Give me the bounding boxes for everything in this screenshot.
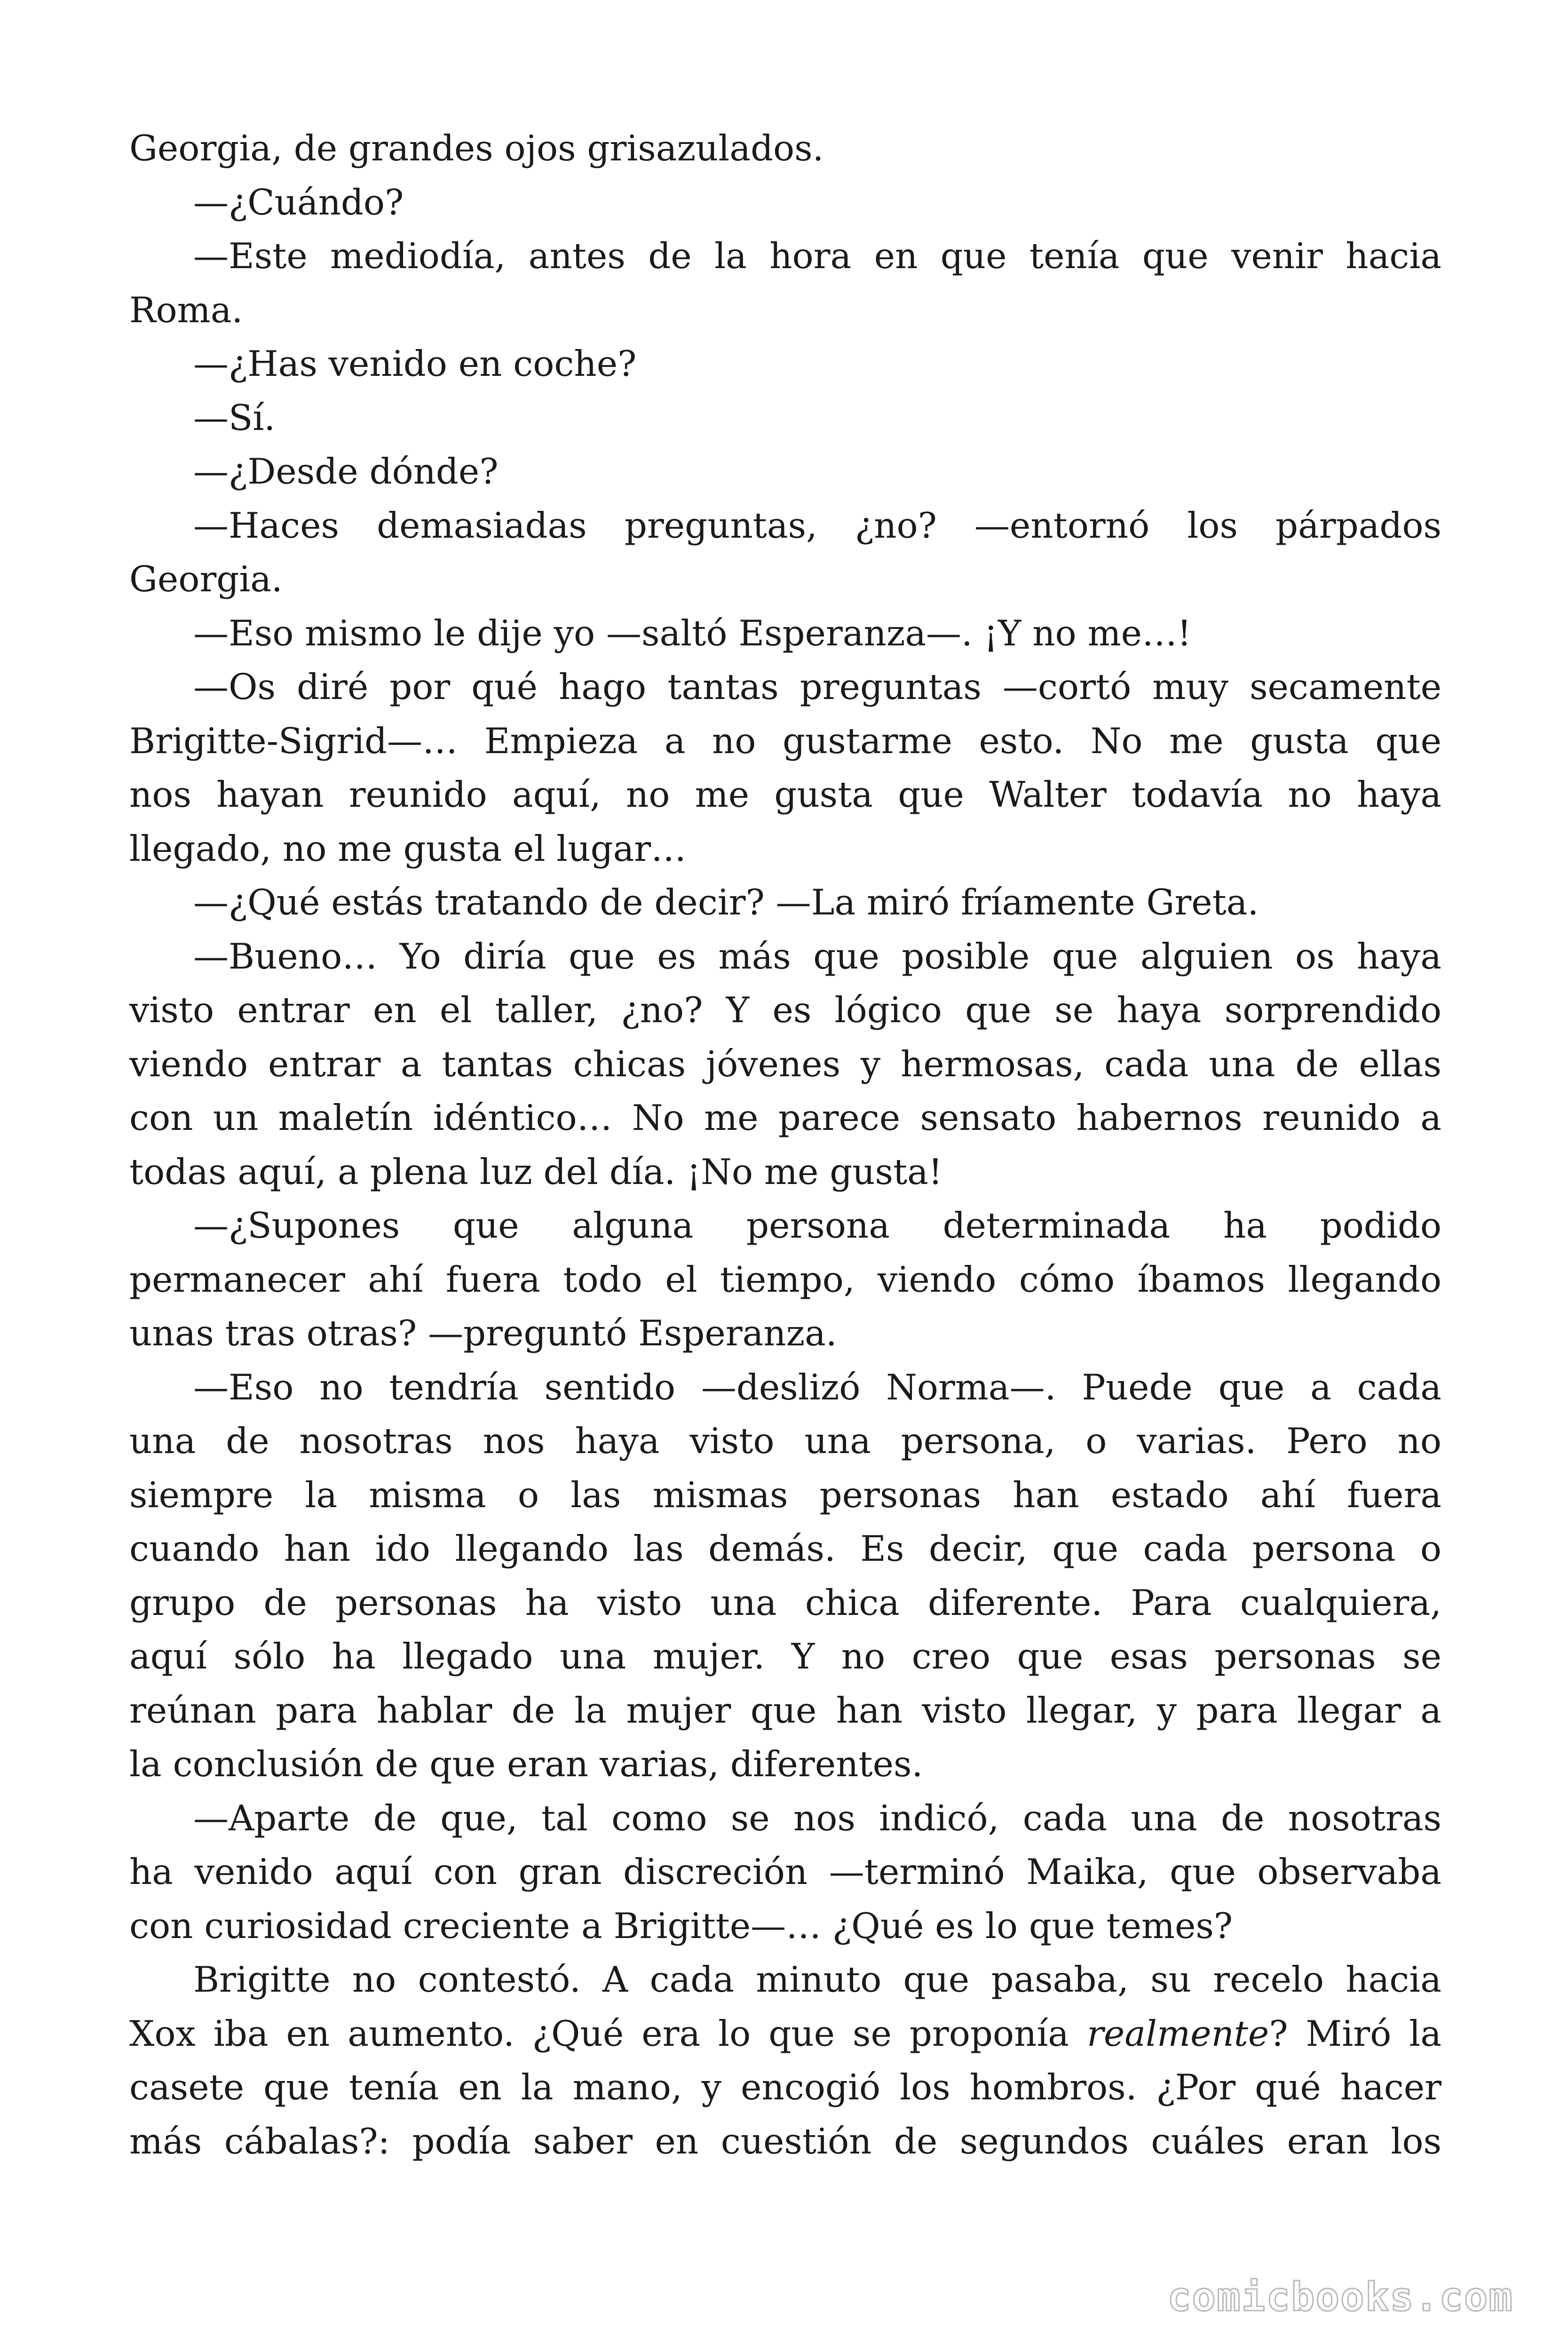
text-line: Georgia, de grandes ojos grisazulados.	[129, 127, 824, 169]
text-line: aquí sólo ha llegado una mujer. Y no creo que esas personas se	[129, 1636, 1441, 1677]
text-line: Xox iba en aumento. ¿Qué era lo que se proponía realmente? Miró la	[129, 2012, 1441, 2054]
text-line: Georgia.	[129, 558, 283, 600]
text-line: —Este mediodía, antes de la hora en que tenía que venir hacia	[193, 235, 1441, 277]
text-line: —Eso mismo le dije yo —saltó Esperanza—. ¡Y no me…!	[193, 612, 1192, 654]
emphasis-text: realmente	[1087, 2012, 1269, 2054]
text-line: llegado, no me gusta el lugar…	[129, 827, 687, 869]
text-line: una de nosotras nos haya visto una persona, o varias. Pero no	[129, 1420, 1441, 1462]
watermark-logo	[1148, 2267, 1533, 2328]
text-line: Brigitte-Sigrid—… Empieza a no gustarme esto. No me gusta que	[129, 720, 1441, 762]
text-line: con un maletín idéntico… No me parece sensato habernos reunido a	[129, 1097, 1441, 1138]
text-line: —¿Has venido en coche?	[193, 343, 637, 384]
text-line: siempre la misma o las mismas personas han estado ahí fuera	[129, 1474, 1441, 1516]
text-line: Roma.	[129, 289, 243, 331]
text-line: visto entrar en el taller, ¿no? Y es lógico que se haya sorprendido	[129, 989, 1441, 1031]
text-line: ha venido aquí con gran discreción —terminó Maika, que observaba	[129, 1851, 1441, 1892]
text-line: la conclusión de que eran varias, diferentes.	[129, 1743, 923, 1785]
text-line: más cábalas?: podía saber en cuestión de segundos cuáles eran los	[129, 2120, 1441, 2162]
text-line: —¿Cuándo?	[193, 181, 404, 223]
text-line: grupo de personas ha visto una chica diferente. Para cualquiera,	[129, 1581, 1441, 1623]
text-line: permanecer ahí fuera todo el tiempo, viendo cómo íbamos llegando	[129, 1258, 1441, 1300]
text-line: todas aquí, a plena luz del día. ¡No me gusta!	[129, 1151, 942, 1192]
text-line: —¿Qué estás tratando de decir? —La miró fríamente Greta.	[193, 882, 1259, 923]
text-line: —Eso no tendría sentido —deslizó Norma—. Puede que a cada	[193, 1366, 1441, 1408]
text-line: —Os diré por qué hago tantas preguntas —cortó muy secamente	[193, 666, 1441, 707]
text-line: cuando han ido llegando las demás. Es decir, que cada persona o	[129, 1528, 1441, 1569]
text-line: —¿Desde dónde?	[193, 451, 499, 492]
watermark-text: comicbooks.com	[1167, 2274, 1514, 2320]
text-line: unas tras otras? —preguntó Esperanza.	[129, 1312, 837, 1354]
text-line: —¿Supones que alguna persona determinada ha podido	[193, 1205, 1441, 1246]
text-line: viendo entrar a tantas chicas jóvenes y hermosas, cada una de ellas	[129, 1043, 1441, 1085]
text-line: —Haces demasiadas preguntas, ¿no? —entornó los párpados	[193, 504, 1441, 546]
text-line: —Bueno… Yo diría que es más que posible que alguien os haya	[193, 935, 1441, 977]
body-text	[129, 121, 1441, 2168]
text-line: casete que tenía en la mano, y encogió los hombros. ¿Por qué hacer	[129, 2066, 1441, 2108]
text-line: reúnan para hablar de la mujer que han visto llegar, y para llegar a	[129, 1689, 1441, 1731]
text-line: Brigitte no contestó. A cada minuto que pasaba, su recelo hacia	[193, 1959, 1441, 2000]
text-line: —Aparte de que, tal como se nos indicó, cada una de nosotras	[193, 1797, 1441, 1839]
text-line: con curiosidad creciente a Brigitte—… ¿Qué es lo que temes?	[129, 1905, 1233, 1947]
text-line: nos hayan reunido aquí, no me gusta que Walter todavía no haya	[129, 774, 1441, 815]
text-line: —Sí.	[193, 397, 276, 438]
